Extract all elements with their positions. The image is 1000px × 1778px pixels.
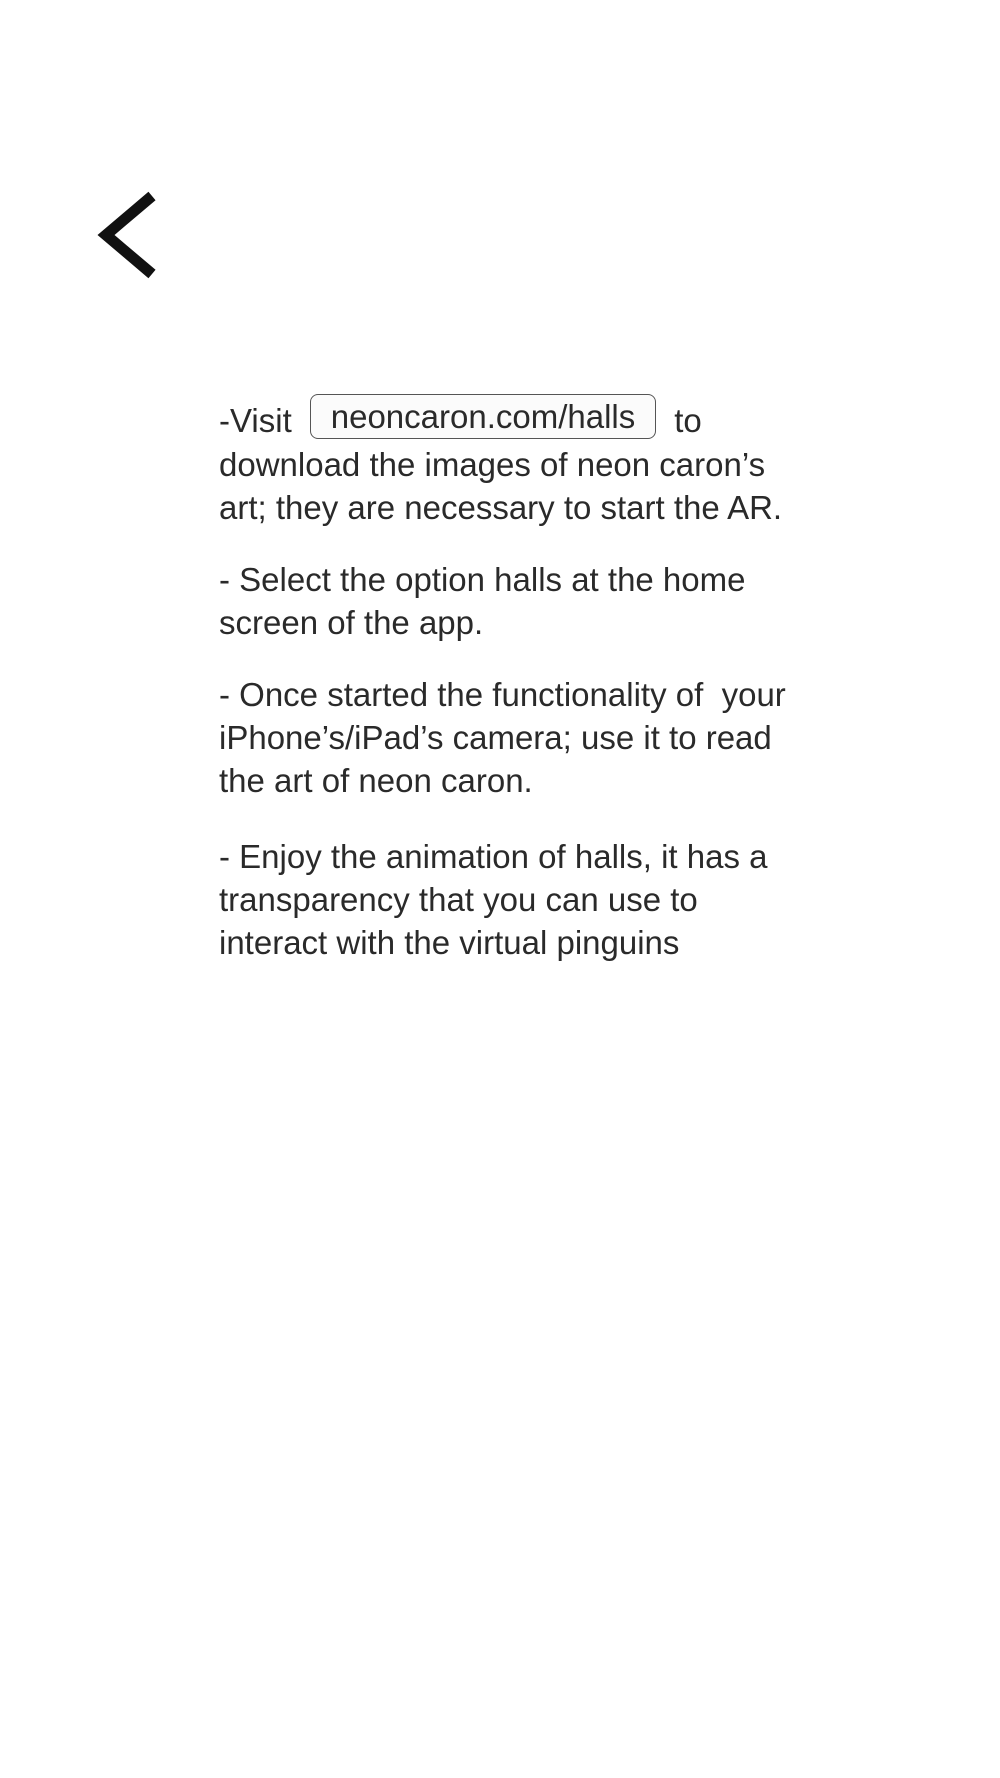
instruction-step-1 <box>219 398 919 529</box>
step-4-line-1: - Enjoy the animation of halls, it has a <box>219 838 768 875</box>
step-2-line-1: - Select the option halls at the home <box>219 561 746 598</box>
instructions <box>219 398 919 964</box>
step-4-line-2: transparency that you can use to <box>219 881 698 918</box>
step-3-line-2: iPhone’s/iPad’s camera; use it to read <box>219 719 772 756</box>
step-3-line-1: - Once started the functionality of your <box>219 676 786 713</box>
step-3-line-3: the art of neon caron. <box>219 762 533 799</box>
instruction-step-4 <box>219 835 919 964</box>
instruction-step-2 <box>219 558 919 644</box>
step-1-line-1 <box>219 398 919 443</box>
step-1-suffix: to <box>674 402 702 439</box>
chevron-left-icon <box>94 190 164 280</box>
back-button[interactable] <box>94 190 164 280</box>
step-2-line-2: screen of the app. <box>219 604 484 641</box>
website-link[interactable]: neoncaron.com/halls <box>310 394 657 439</box>
step-1-line-2: download the images of neon caron’s <box>219 446 766 483</box>
step-4-line-3: interact with the virtual pinguins <box>219 924 680 961</box>
instruction-step-3 <box>219 673 919 802</box>
step-1-line-3: art; they are necessary to start the AR. <box>219 489 783 526</box>
step-1-prefix: -Visit <box>219 402 292 439</box>
